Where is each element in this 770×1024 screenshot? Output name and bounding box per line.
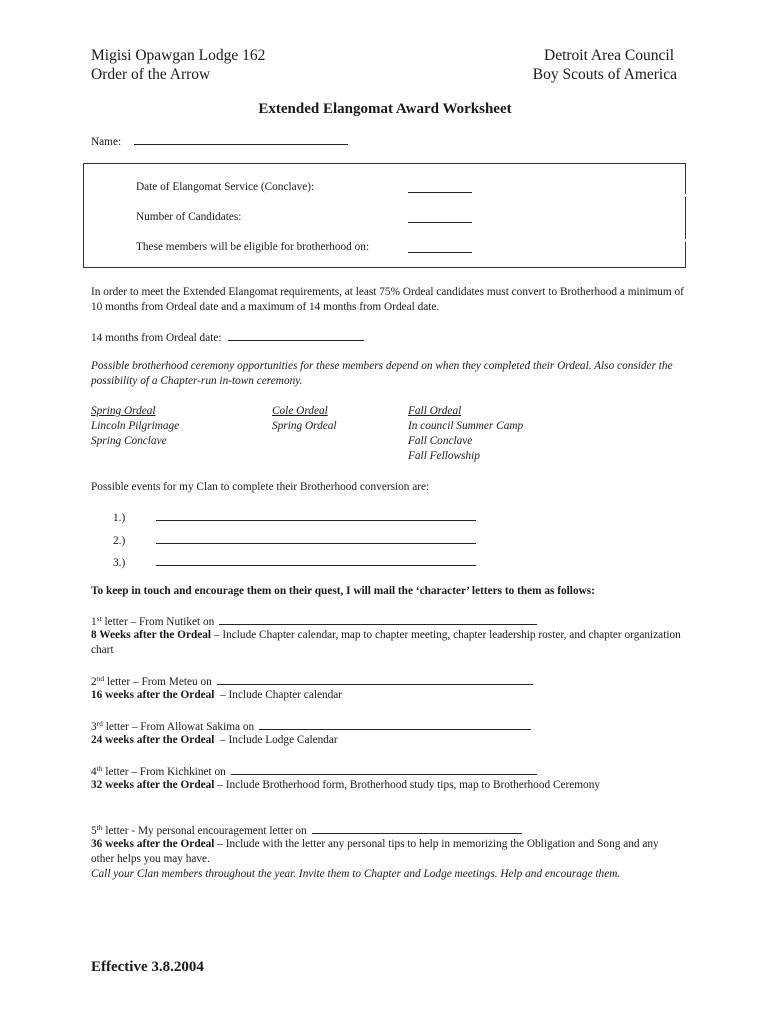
event-number: 2.) <box>113 535 126 547</box>
letter-timing: 36 weeks after the Ordeal <box>91 838 215 850</box>
fourteen-months-field[interactable] <box>228 329 364 341</box>
letter-detail: – Include Lodge Calendar <box>214 734 338 746</box>
eligible-label: These members will be eligible for brotherhood on: <box>136 241 370 253</box>
letter-timing: 16 weeks after the Ordeal <box>91 689 215 701</box>
letter-ordinal: rd <box>96 719 103 728</box>
letter-detail: – Include with the letter any personal tips to help in memorizing the Obligation and Song and any other helps you may have. <box>91 838 659 865</box>
name-row <box>91 133 348 150</box>
event-row <box>113 509 476 526</box>
event-field[interactable] <box>156 554 476 566</box>
letter-timing: 32 weeks after the Ordeal <box>91 779 215 791</box>
event-field[interactable] <box>156 532 476 544</box>
letter-3-detail <box>91 733 681 748</box>
letter-ordinal: st <box>96 614 102 623</box>
service-date-label: Date of Elangomat Service (Conclave): <box>136 181 315 193</box>
candidates-field[interactable] <box>408 210 472 228</box>
letter-number: 3 <box>91 721 97 733</box>
events-intro: Possible events for my Clan to complete their Brotherhood conversion are: <box>91 481 430 493</box>
ordeal-column-fall <box>408 404 523 464</box>
ordeal-column-heading: Fall Ordeal <box>408 405 462 417</box>
letter-label: letter – From Kichkinet on <box>105 766 226 778</box>
box-border-segment <box>685 197 686 239</box>
letter-label: letter – From Allowat Sakima on <box>105 721 255 733</box>
letter-5-detail <box>91 837 681 867</box>
ordeal-column-cole <box>272 404 337 434</box>
event-number: 3.) <box>113 557 126 569</box>
council-name: Detroit Area Council <box>544 47 674 64</box>
bsa-name: Boy Scouts of America <box>532 66 677 83</box>
letter-timing: 8 Weeks after the Ordeal <box>91 629 212 641</box>
name-label: Name: <box>91 136 122 148</box>
service-date-field[interactable] <box>408 180 472 198</box>
letter-1-detail <box>91 628 681 658</box>
keep-in-touch-heading: To keep in touch and encourage them on their quest, I will mail the ‘character’ letters to them as follows: <box>91 585 595 597</box>
letter-ordinal: th <box>96 764 103 773</box>
ordeal-column-spring <box>91 404 179 449</box>
letter-date-field[interactable] <box>219 613 537 625</box>
letter-number: 5 <box>91 825 97 837</box>
letter-date-field[interactable] <box>217 673 533 685</box>
event-row <box>113 532 476 549</box>
letter-ordinal: th <box>96 823 103 832</box>
effective-date: Effective 3.8.2004 <box>91 959 204 975</box>
organization-name: Order of the Arrow <box>91 66 211 83</box>
letter-label: letter – From Meteu on <box>106 676 212 688</box>
event-field[interactable] <box>156 509 476 521</box>
letter-2-detail <box>91 688 681 703</box>
ordeal-column-heading: Cole Ordeal <box>272 405 328 417</box>
name-field[interactable] <box>134 133 348 145</box>
letter-timing: 24 weeks after the Ordeal <box>91 734 215 746</box>
letter-date-field[interactable] <box>312 822 522 834</box>
letter-detail: – Include Brotherhood form, Brotherhood study tips, map to Brotherhood Ceremony <box>214 779 601 791</box>
candidates-label: Number of Candidates: <box>136 211 242 223</box>
page-title: Extended Elangomat Award Worksheet <box>258 101 512 117</box>
letter-date-field[interactable] <box>231 763 537 775</box>
ordeal-column-item: In council Summer Camp <box>408 420 524 432</box>
box-border-segment <box>685 242 686 268</box>
requirements-paragraph: In order to meet the Extended Elangomat requirements, at least 75% Ordeal candidates must convert to Brotherhood a minimum of 10 months from Ordeal date and a maximum of 14 months from Ordeal date. <box>91 286 684 313</box>
ordeal-column-item: Fall Conclave <box>408 435 473 447</box>
fourteen-months-label: 14 months from Ordeal date: <box>91 332 222 344</box>
box-border-segment <box>685 164 686 194</box>
event-number: 1.) <box>113 512 126 524</box>
letter-date-field[interactable] <box>259 718 531 730</box>
letter-number: 4 <box>91 766 97 778</box>
event-row <box>113 554 476 571</box>
letter-detail: – Include Chapter calendar, map to chapter meeting, chapter leadership roster, and chapter organization chart <box>91 629 681 656</box>
ordeal-column-item: Lincoln Pilgrimage <box>91 420 180 432</box>
ordeal-column-item: Spring Conclave <box>91 435 167 447</box>
closing-note: Call your Clan members throughout the year. Invite them to Chapter and Lodge meetings. Help and encourage them. <box>91 868 621 880</box>
eligible-field[interactable] <box>408 240 472 258</box>
ceremony-note: Possible brotherhood ceremony opportunities for these members depend on when they completed their Ordeal. Also consider the possibility of a Chapter-run in-town ceremony. <box>91 360 673 387</box>
letter-number: 2 <box>91 676 97 688</box>
letter-label: letter – From Nutiket on <box>104 616 215 628</box>
letter-4-detail <box>91 778 681 793</box>
letter-number: 1 <box>91 616 97 628</box>
letter-ordinal: nd <box>96 674 105 683</box>
letter-label: letter - My personal encouragement letter on <box>105 825 307 837</box>
lodge-name: Migisi Opawgan Lodge 162 <box>91 47 266 64</box>
fourteen-months-row <box>91 329 364 346</box>
ordeal-column-heading: Spring Ordeal <box>91 405 156 417</box>
ordeal-column-item: Spring Ordeal <box>272 420 337 432</box>
ordeal-column-item: Fall Fellowship <box>408 450 480 462</box>
letter-detail: – Include Chapter calendar <box>214 689 343 701</box>
